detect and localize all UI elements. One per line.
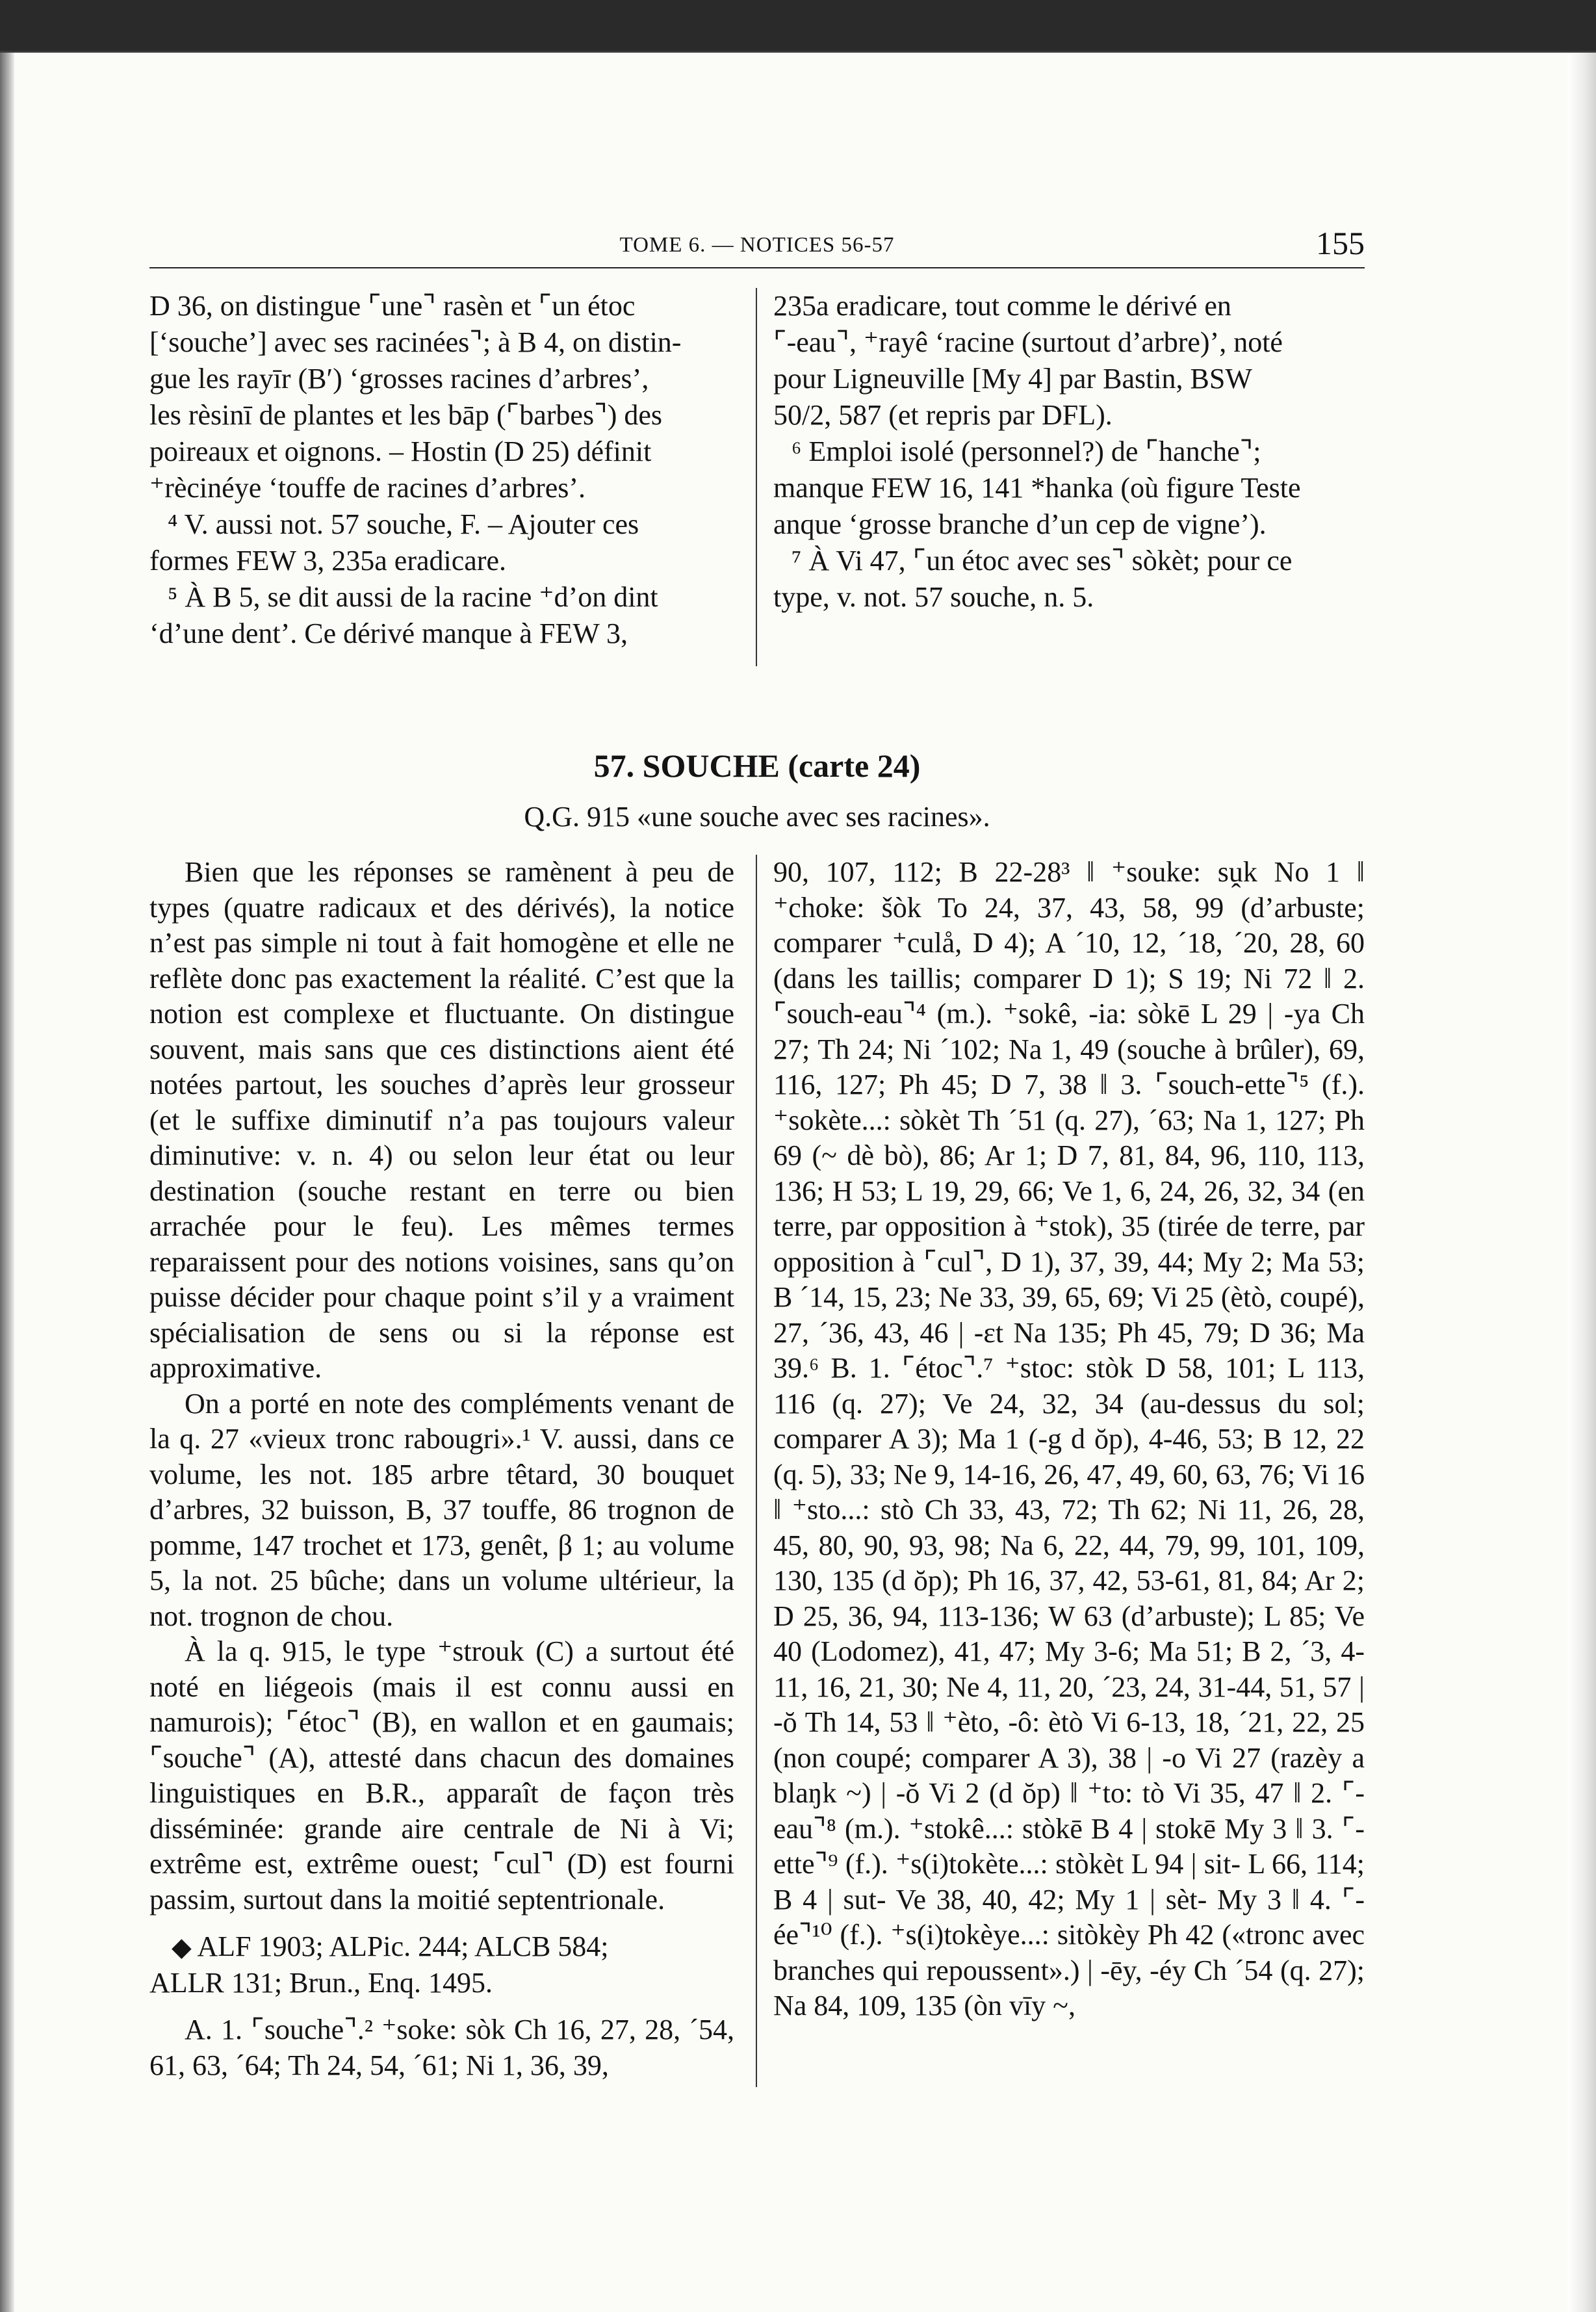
note-line: ⁵ À B 5, se dit aussi de la racine ⁺d’on dint bbox=[168, 581, 658, 613]
article-title: 57. SOUCHE (carte 24) bbox=[593, 747, 921, 784]
page-edge bbox=[1567, 53, 1596, 2312]
column-divider bbox=[756, 288, 757, 666]
note-line: anque ‘grosse branche d’un cep de vigne’). bbox=[773, 508, 1267, 540]
note-line: ‘d’une dent’. Ce dérivé manque à FEW 3, bbox=[149, 617, 628, 649]
note-line: ⁷ À Vi 47, ⌜un étoc avec ses⌝ sòkèt; pour ce bbox=[792, 545, 1293, 577]
diamond-bullet-icon: ◆ bbox=[172, 1932, 192, 1962]
note-line: ⁶ Emploi isolé (personnel?) de ⌜hanche⌝; bbox=[792, 435, 1261, 467]
note-line: ⁴ V. aussi not. 57 souche, F. – Ajouter ces bbox=[168, 508, 639, 540]
paragraph: À la q. 915, le type ⁺strouk (C) a surtout été noté en liégeois (mais il est connu aussi en namurois); ⌜étoc⌝ (B), en wallon et en gaumais; ⌜souche⌝ (A), attesté dans chacun des domaines linguistiques en B.R., apparaît de façon très disséminée: grande aire centrale de Ni à Vi; extrême est, extrême ouest; ⌜cul⌝ (D) est fourni passim, surtout dans la moitié septentrionale. bbox=[149, 1635, 734, 1916]
note-line: 50/2, 587 (et repris par DFL). bbox=[773, 399, 1113, 431]
article-right-column bbox=[773, 855, 1365, 2024]
note-line: pour Ligneuville [My 4] par Bastin, BSW bbox=[773, 363, 1252, 395]
note-line: 235a eradicare, tout comme le dérivé en bbox=[773, 290, 1231, 322]
note-line: type, v. not. 57 souche, n. 5. bbox=[773, 581, 1094, 613]
paragraph: 90, 107, 112; B 22-28³ ‖ ⁺souke: sṷk No 1 ‖ ⁺choke: šòk To 24, 37, 43, 58, 99 (d’arbuste; comparer ⁺culå, D 4); A ´10, 12, ´18, ´20, 28, 60 (dans les taillis; comparer D 1); S 19; Ni 72 ‖ 2. ⌜souch-eau⌝⁴ (m.). ⁺sokê, -ia: sòkē L 29 | -ya Ch 27; Th 24; Ni ´102; Na 1, 49 (souche à brûler), 69, 116, 127; Ph 45; D 7, 38 ‖ 3. ⌜souch-ette⌝⁵ (f.). ⁺sokète...: sòkèt Th ´51 (q. 27), ´63; Na 1, 127; Ph 69 (~ dè bò), 86; Ar 1; D 7, 81, 84, 96, 110, 113, 136; H 53; L 19, 29, 66; Ve 1, 6, 24, 26, 32, 34 (en terre, par opposition à ⁺stok), 35 (tirée de terre, par opposition à ⌜cul⌝, D 1), 37, 39, 44; My 2; Ma 53; B ´14, 15, 23; Ne 33, 39, 65, 69; Vi 25 (ètò, coupé), 27, ´36, 43, 46 | -ɛt Na 135; Ph 45, 79; D 36; Ma 39.⁶ B. 1. ⌜étoc⌝.⁷ ⁺stoc: stòk D 58, 101; L 113, 116 (q. 27); Ve 24, 32, 34 (au-dessus du sol; comparer A 3); Ma 1 (-g d ŏp), 4-46, 53; B 12, 22 (q. 5), 33; Ne 9, 14-16, 26, 47, 49, 60, 63, 76; Vi 16 ‖ ⁺sto...: stò Ch 33, 43, 72; Th 62; Ni 11, 26, 28, 45, 80, 90, 93, 98; Na 6, 22, 44, 79, 99, 101, 109, 130, 135 (d ŏp); Ph 16, 37, 42, 53-61, 81, 84; Ar 2; D 25, 36, 94, 113-136; W 63 (d’arbuste); L 85; Ve 40 (Lodomez), 41, 47; My 3-6; Ma 51; B 2, ´3, 4-11, 16, 21, 30; Ne 4, 11, 20, ´23, 24, 31-44, 51, 57 | -ŏ Th 14, 53 ‖ ⁺èto, -ô: ètò Vi 6-13, 18, ´21, 22, 25 (non coupé; comparer A 3), 38 | -o Vi 27 (razèy a blaŋk ~) | -ŏ Vi 2 (d ŏp) ‖ ⁺to: tò Vi 35, 47 ‖ 2. ⌜-eau⌝⁸ (m.). ⁺stokê...: stòkē B 4 | stokē My 3 ‖ 3. ⌜-ette⌝⁹ (f.). ⁺s(i)tokète...: stòkèt L 94 | sit- L 66, 114; B 4 | sut- Ve 38, 40, 42; My 1 | sèt- My 3 ‖ 4. ⌜-ée⌝¹⁰ (f.). ⁺s(i)tokèye...: sitòkèy Ph 42 («tronc avec branches qui repoussent».) | -ēy, -éy Ch ´54 (q. 27); Na 84, 109, 135 (òn vīy ~, bbox=[773, 856, 1365, 2021]
note-line: formes FEW 3, 235a eradicare. bbox=[149, 545, 506, 577]
note-line: poireaux et oignons. – Hostin (D 25) définit bbox=[149, 435, 652, 467]
page-header bbox=[149, 222, 1365, 268]
page-number: 155 bbox=[1316, 225, 1365, 261]
note-line: [‘souche’] avec ses racinées⌝; à B 4, on distin- bbox=[149, 326, 682, 358]
note-line: gue les rayīr (B′) ‘grosses racines d’arbres’, bbox=[149, 363, 649, 395]
note-line: D 36, on distingue ⌜une⌝ rasèn et ⌜un étoc bbox=[149, 290, 636, 322]
references-line-2: ALLR 131; Brun., Enq. 1495. bbox=[149, 1966, 493, 1999]
paragraph: A. 1. ⌜souche⌝.² ⁺soke: sòk Ch 16, 27, 28, ´54, 61, 63, ´64; Th 24, 54, ´61; Ni 1, 36, 39, bbox=[149, 2014, 734, 2081]
note-line: manque FEW 16, 141 *hanka (où figure Teste bbox=[773, 472, 1301, 504]
column-divider bbox=[756, 855, 757, 2087]
notes-right-column bbox=[773, 288, 1365, 616]
note-line: ⁺rècinéye ‘touffe de racines d’arbres’. bbox=[149, 472, 586, 504]
paragraph: On a porté en note des compléments venant de la q. 27 «vieux tronc rabougri».¹ V. aussi, dans ce volume, les not. 185 arbre têtard, 30 bouquet d’arbres, 32 buisson, B, 37 touffe, 86 trognon de pomme, 147 trochet et 173, genêt, β 1; au volume 5, la not. 25 bûche; dans un volume ultérieur, la not. trognon de chou. bbox=[149, 1387, 734, 1632]
note-line: les rèsinī de plantes et les bāp (⌜barbes⌝) des bbox=[149, 399, 662, 431]
references-line bbox=[149, 1929, 734, 1966]
article-question: Q.G. 915 «une souche avec ses racines». bbox=[524, 801, 990, 833]
note-line: ⌜-eau⌝, ⁺rayê ‘racine (surtout d’arbre)’, noté bbox=[773, 326, 1283, 358]
page-gutter-shadow bbox=[0, 53, 14, 2312]
notes-left-column bbox=[149, 288, 741, 652]
paragraph: Bien que les réponses se ramènent à peu de types (quatre radicaux et des dérivés), la notice n’est pas simple ni tout à fait homogène et elle ne reflète donc pas exactement la réalité. C’est que la notion est complexe et fluctuante. On distingue souvent, mais sans que ces distinctions aient été notées partout, les souches d’après leur grosseur (et le suffixe diminutif n’a pas toujours valeur diminutive: v. n. 4) ou selon leur état ou leur destination (souche restant en terre ou bien arrachée pour le feu). Les mêmes termes reparaissent pour des notions voisines, sans qu’on puisse décider pour chaque point s’il y a vraiment spécialisation de sens ou si la réponse est approximative. bbox=[149, 856, 734, 1384]
book-page bbox=[0, 51, 1596, 2312]
running-title: TOME 6. — NOTICES 56-57 bbox=[619, 233, 895, 257]
article-left-column bbox=[149, 855, 734, 2083]
references-text: ALF 1903; ALPic. 244; ALCB 584; bbox=[197, 1930, 609, 1962]
